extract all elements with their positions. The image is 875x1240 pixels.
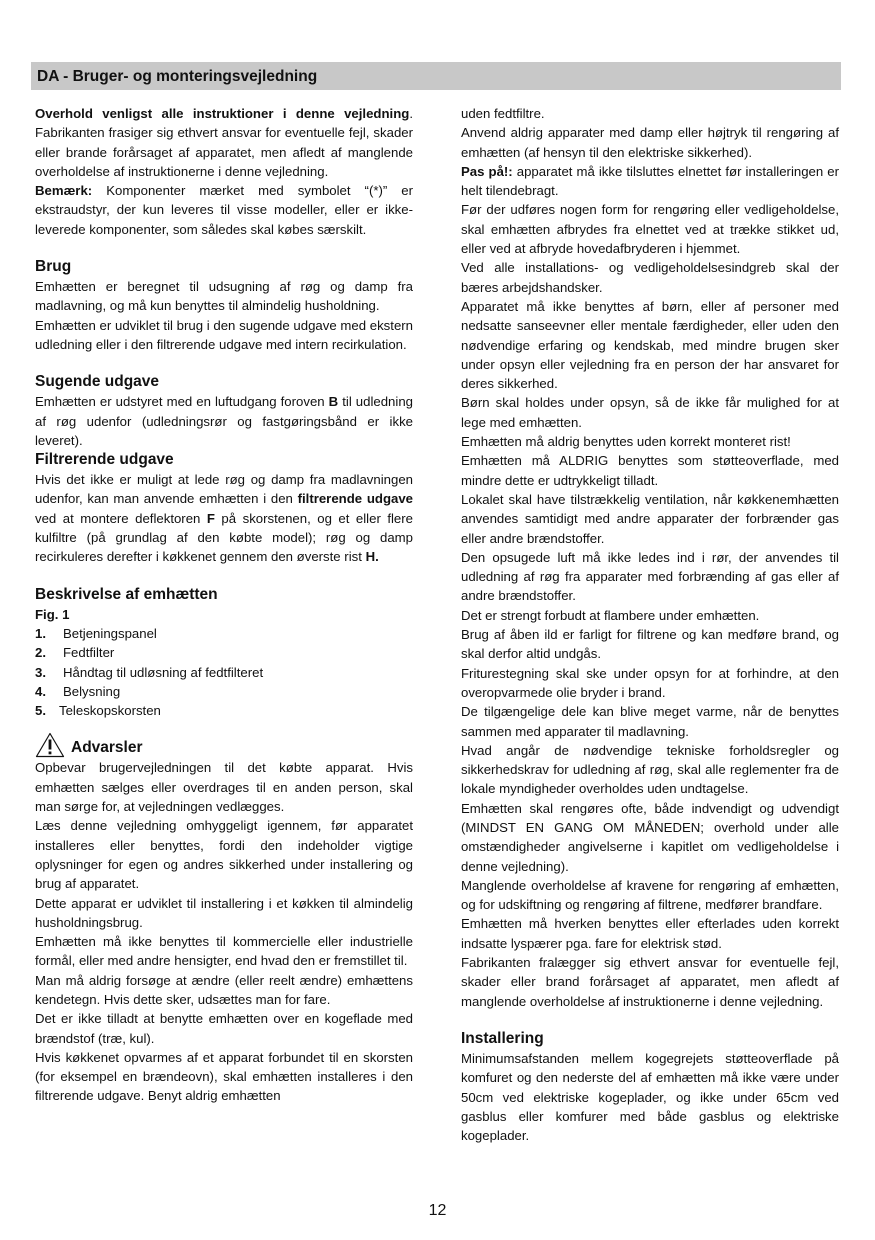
warning-paragraph: Lokalet skal have tilstrækkelig ventilation, når køkkenemhætten anvendes samtidigt med andre apparater der forbrænder gas eller andre brændstoffer.	[461, 491, 839, 546]
list-item-label: Betjeningspanel	[63, 625, 157, 641]
warning-paragraph: Man må aldrig forsøge at ændre (eller reelt ændre) emhættens kendetegn. Hvis dette sker, udsættes man for fare.	[35, 972, 413, 1007]
warning-paragraph: Opbevar brugervejledningen til det købte apparat. Hvis emhætten sælges eller overdrages til en anden person, skal man sørge for, at vejledningen vedlægges.	[35, 760, 413, 815]
left-column	[35, 104, 413, 1106]
sugende-heading: Sugende udgave	[35, 373, 160, 391]
list-item	[35, 643, 413, 662]
warning-paragraph: Emhætten må aldrig benyttes uden korrekt monteret rist!	[461, 434, 791, 450]
warning-paragraph: Læs denne vejledning omhyggeligt igennem, før apparatet installeres eller benyttes, fordi den indeholder vigtige oplysninger for egen og andres sikkerhed under installering og brug af apparatet.	[35, 818, 413, 892]
warning-paragraph: Emhætten må ikke benyttes til kommercielle eller industrielle formål, eller med andre hensigter, end hvad den er fremstillet til.	[35, 934, 413, 969]
warning-paragraph: Apparatet må ikke benyttes af børn, eller af personer med nedsatte sanseevner eller mentale færdigheder, eller uden den nødvendige erfaring og kendskab, med mindre brugen sker under opsyn eller vejledning fra en person der har ansvaret for deres sikkerhed.	[461, 298, 839, 392]
warning-paragraph: Børn skal holdes under opsyn, så de ikke får mulighed for at lege med emhætten.	[461, 395, 839, 430]
warning-paragraph: Emhætten må hverken benyttes eller efterlades uden korrekt indsatte lyspærer pga. fare for elektrisk stød.	[461, 916, 839, 951]
installering-heading: Installering	[461, 1029, 544, 1047]
warning-paragraph: Ved alle installations- og vedligeholdelsesindgreb skal der bæres arbejdshandsker.	[461, 260, 839, 295]
intro-paragraph	[35, 104, 413, 181]
brug-paragraph-1: Emhætten er beregnet til udsugning af røg og damp fra madlavning, og må kun benyttes til almindelig husholdning.	[35, 279, 413, 314]
warning-paragraph: Den opsugede luft må ikke ledes ind i rør, der anvendes til udledning af røg fra apparater med forbrænding af gas eller af andre brændstoffer.	[461, 549, 839, 604]
filtrerende-paragraph	[35, 470, 413, 566]
sugende-text-1: Emhætten er udstyret med en luftudgang foroven	[35, 394, 329, 410]
warning-paragraph: Det er ikke tilladt at benytte emhætten over en kogeflade med brændstof (træ, kul).	[35, 1011, 413, 1046]
pas-paa-paragraph	[461, 162, 839, 201]
warning-paragraph: Det er strengt forbudt at flambere under emhætten.	[461, 607, 760, 623]
list-item-label: Fedtfilter	[63, 645, 115, 661]
list-item-label: Håndtag til udløsning af fedtfilteret	[63, 664, 264, 680]
page-number: 12	[428, 1202, 447, 1219]
warning-paragraph: Dette apparat er udviklet til installering i et køkken til almindelig husholdningsbrug.	[35, 895, 413, 930]
warning-continuation: uden fedtfiltre.	[461, 106, 545, 121]
filtrerende-text-1: Hvis det ikke er muligt at lede røg og damp fra madlavningen udenfor, kan man anvende emhætten i den	[35, 472, 413, 507]
beskrivelse-heading: Beskrivelse af emhætten	[35, 585, 218, 603]
section-header	[31, 62, 841, 90]
note-label: Bemærk:	[35, 183, 93, 199]
list-item-number: 5.	[35, 703, 46, 719]
list-item-label: Teleskopskorsten	[59, 703, 161, 719]
fig-label: Fig. 1	[35, 606, 70, 622]
intro-bold-lead: Overhold venligst alle instruktioner i denne vejledning	[35, 106, 410, 121]
filtrerende-heading: Filtrerende udgave	[35, 451, 174, 469]
list-item-number: 4.	[35, 683, 46, 699]
warning-paragraph: Fabrikanten fralægger sig ethvert ansvar for eventuelle fejl, skader eller brand forårsaget af apparatet, men afledt af manglende overholdelse af instruktionerne i denne vejledning.	[461, 955, 839, 1009]
installering-paragraph: Minimumsafstanden mellem kogegrejets støtteoverflade på komfuret og den nederste del af emhætten må ikke være under 50cm ved elektriske kogeplader, og ikke under 65cm ved gasblus eller komfurer med både gasblus og elektriske kogeplader.	[461, 1050, 839, 1144]
list-item-number: 3.	[35, 664, 46, 680]
list-item-label: Belysning	[63, 683, 121, 699]
pas-paa-label: Pas på!:	[461, 163, 513, 179]
warning-paragraph: Emhætten skal rengøres ofte, både indvendigt og udvendigt (MINDST EN GANG OM MÅNEDEN; overhold under alle omstændigheder angivelserne i kapitlet om vedligeholdelse i denne vejledning).	[461, 800, 839, 874]
advarsler-heading-row	[35, 732, 413, 758]
note-text: Komponenter mærket med symbolet “(*)” er ekstraudstyr, der kun leveres til visse modeller, eller er ikke-leverede komponenter, som således skal købes særskilt.	[35, 183, 413, 237]
warning-paragraph: Hvis køkkenet opvarmes af et apparat forbundet til en skorsten (for eksempel en brændeovn), skal emhætten installeres i den filtrerende udgave. Benyt aldrig emhætten	[35, 1049, 413, 1104]
list-item	[35, 682, 413, 701]
list-item	[35, 701, 413, 720]
list-item	[35, 624, 413, 643]
warning-paragraph: Før der udføres nogen form for rengøring eller vedligeholdelse, skal emhætten afbrydes fra elnettet ved at trække stikket ud, eller ved at afbryde hovedafbryderen i hjemmet.	[461, 202, 839, 257]
list-item	[35, 663, 413, 682]
header-title: DA - Bruger- og monteringsvejledning	[37, 68, 318, 85]
filtrerende-bold-f: F	[206, 510, 215, 526]
intro-text: . Fabrikanten frasiger sig ethvert ansvar for eventuelle fejl, skader eller brande forårsaget af apparatet, men afledt af manglende overholdelse af instruktionerne i denne vejledning.	[35, 106, 413, 179]
sugende-paragraph	[35, 392, 413, 450]
parts-list	[35, 624, 413, 720]
advarsler-heading: Advarsler	[71, 739, 143, 757]
warning-paragraph: Friturestegning skal ske under opsyn for at forhindre, at den overopvarmede olie bryder i brand.	[461, 665, 839, 700]
right-column	[461, 104, 839, 1145]
filtrerende-bold-h: H.	[365, 549, 379, 565]
brug-paragraph-2: Emhætten er udviklet til brug i den sugende udgave med ekstern udledning eller i den filtrerende udgave med intern recirkulation.	[35, 317, 413, 352]
warning-paragraph: Anvend aldrig apparater med damp eller højtryk til rengøring af emhætten (af hensyn til den elektriske sikkerhed).	[461, 125, 839, 160]
warning-paragraph: De tilgængelige dele kan blive meget varme, når de benyttes sammen med apparater til madlavning.	[461, 704, 839, 739]
filtrerende-text-2: ved at montere deflektoren	[35, 510, 207, 526]
sugende-bold-b: B	[328, 394, 339, 410]
list-item-number: 2.	[35, 645, 46, 661]
filtrerende-text-3: på skorstenen, og et eller flere kulfiltre (på grundlag af den købte model); røg og damp recirkuleres derefter i køkkenet gennem den øverste rist	[35, 510, 413, 565]
warning-paragraph: Hvad angår de nødvendige tekniske forholdsregler og sikkerhedskrav for udledning af røg, skal alle reglementer fra de lokale myndigheder overholdes uden undtagelse.	[461, 742, 839, 797]
list-item-number: 1.	[35, 625, 46, 641]
warning-paragraph: Manglende overholdelse af kravene for rengøring af emhætten, og for udskiftning og rengøring af filtrene, medfører brandfare.	[461, 877, 839, 913]
warning-paragraph: Brug af åben ild er farligt for filtrene og kan medføre brand, og skal derfor altid undgås.	[461, 627, 839, 662]
pas-paa-text: apparatet må ikke tilsluttes elnettet før installeringen er helt tilendebragt.	[461, 163, 839, 199]
note-paragraph	[35, 181, 413, 239]
filtrerende-bold-1: filtrerende udgave	[297, 491, 413, 507]
warning-triangle-icon	[35, 732, 65, 758]
warning-paragraph: Emhætten må ALDRIG benyttes som støtteoverflade, med mindre dette er udtrykkeligt tilladt.	[461, 453, 839, 488]
brug-heading: Brug	[35, 258, 72, 276]
sugende-text-2: til udledning af røg udenfor (udledningsrør og fastgøringsbånd er ikke leveret).	[35, 394, 413, 448]
